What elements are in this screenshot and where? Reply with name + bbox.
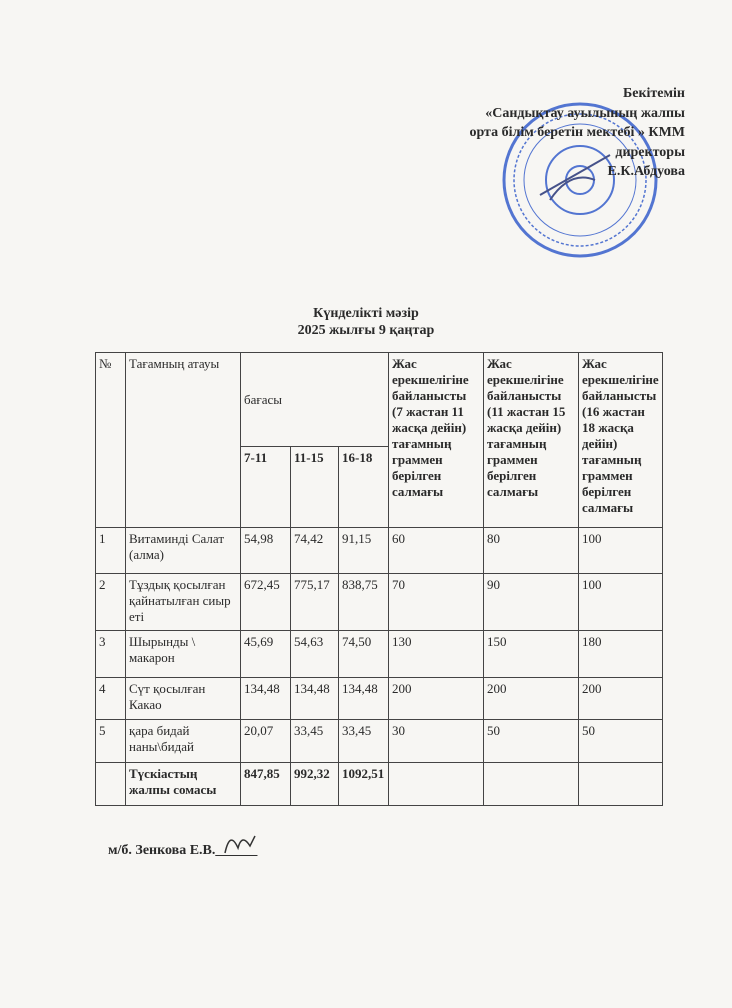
total-price: 992,32 [291,763,339,806]
document-title: Күнделікті мәзір [313,306,419,321]
cell-weight: 180 [579,631,663,678]
cell-weight: 70 [389,574,484,631]
cell-price: 33,45 [339,720,389,763]
header-age: 11-15 [291,447,339,528]
cell-price: 54,98 [241,528,291,574]
cell-price: 672,45 [241,574,291,631]
header-weight-7-11: Жас ерекшелігіне байланысты (7 жастан 11 жасқа дейін) тағамның граммен берілген салмағы [389,353,484,528]
menu-table [95,352,663,806]
cell-weight: 30 [389,720,484,763]
cell-price: 134,48 [339,678,389,720]
cell-no: 5 [96,720,126,763]
total-price: 847,85 [241,763,291,806]
approval-line: Бекітемін [622,86,685,101]
cell-price: 45,69 [241,631,291,678]
cell-price: 775,17 [291,574,339,631]
approval-line: орта білім беретін мектебі » КММ [469,125,685,140]
table-row [96,631,663,678]
cell-no: 4 [96,678,126,720]
document-date: 2025 жылғы 9 қаңтар [297,323,435,338]
cell-no: 2 [96,574,126,631]
header-age: 16-18 [339,447,389,528]
cell-weight: 50 [484,720,579,763]
approval-line: «Сандықтау ауылының жалпы [485,105,685,121]
total-price: 1092,51 [339,763,389,806]
header-weight-11-15: Жас ерекшелігіне байланысты (11 жастан 15 жасқа дейін) тағамның граммен берілген салмағы [484,353,579,528]
cell-weight: 80 [484,528,579,574]
total-row [96,763,663,806]
cell-weight: 100 [579,528,663,574]
cell-name: Витаминді Салат (алма) [126,528,241,574]
cell-empty [96,763,126,806]
cell-price: 91,15 [339,528,389,574]
cell-weight: 150 [484,631,579,678]
cell-weight: 200 [484,678,579,720]
cell-empty [484,763,579,806]
approval-line: Е.К.Абдуова [607,164,685,179]
approval-block [469,84,685,182]
cell-price: 54,63 [291,631,339,678]
cell-empty [389,763,484,806]
cell-weight: 50 [579,720,663,763]
signature [220,828,260,858]
header-name: Тағамның атауы [126,353,241,528]
cell-weight: 200 [389,678,484,720]
header-no: № [96,353,126,528]
header-price: бағасы [241,353,389,447]
cell-no: 1 [96,528,126,574]
header-age: 7-11 [241,447,291,528]
cell-price: 134,48 [241,678,291,720]
cell-price: 134,48 [291,678,339,720]
cell-empty [579,763,663,806]
approval-line: директоры [615,144,685,160]
signer: м/б. Зенкова Е.В.______ [108,843,258,858]
cell-price: 838,75 [339,574,389,631]
header-weight-16-18: Жас ерекшелігіне байланысты (16 жастан 18 жасқа дейін) тағамның граммен берілген салмағы [579,353,663,528]
cell-name: қара бидай наны\бидай [126,720,241,763]
table-row [96,574,663,631]
cell-weight: 200 [579,678,663,720]
cell-weight: 100 [579,574,663,631]
cell-price: 33,45 [291,720,339,763]
cell-weight: 90 [484,574,579,631]
cell-price: 20,07 [241,720,291,763]
total-label: Түскіастың жалпы сомасы [126,763,241,806]
table-row [96,678,663,720]
cell-weight: 60 [389,528,484,574]
cell-price: 74,50 [339,631,389,678]
cell-weight: 130 [389,631,484,678]
cell-name: Шырынды \ макарон [126,631,241,678]
cell-name: Сүт қосылған Какао [126,678,241,720]
cell-price: 74,42 [291,528,339,574]
cell-no: 3 [96,631,126,678]
table-row [96,528,663,574]
table-row [96,720,663,763]
cell-name: Тұздық қосылған қайнатылған сиыр еті [126,574,241,631]
